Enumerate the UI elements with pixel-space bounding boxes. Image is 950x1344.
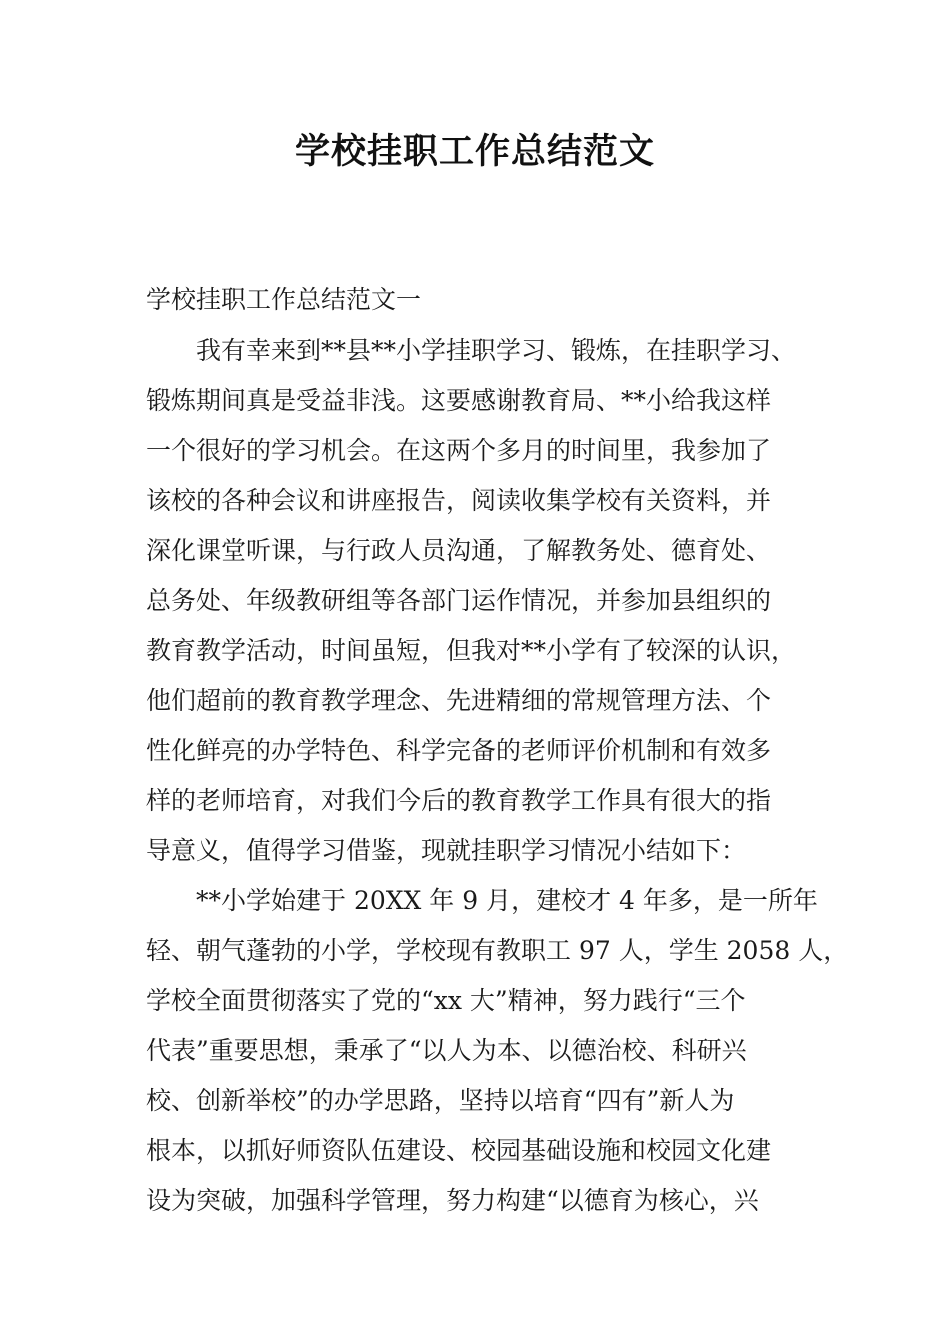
paragraph-line: 性化鲜亮的办学特色、科学完备的老师评价机制和有效多	[146, 736, 772, 765]
paragraph-line: 根本，以抓好师资队伍建设、校园基础设施和校园文化建	[146, 1136, 772, 1165]
paragraph-line: 他们超前的教育教学理念、先进精细的常规管理方法、个	[146, 686, 772, 715]
paragraph-line: 教育教学活动，时间虽短，但我对**小学有了较深的认识，	[146, 636, 797, 665]
paragraph-line: 锻炼期间真是受益非浅。这要感谢教育局、**小给我这样	[146, 386, 772, 415]
paragraph-line: 该校的各种会议和讲座报告，阅读收集学校有关资料，并	[146, 486, 772, 515]
section-heading: 学校挂职工作总结范文一	[146, 285, 422, 314]
paragraph-line: 轻、朝气蓬勃的小学，学校现有教职工 97 人，学生 2058 人，	[146, 936, 849, 965]
paragraph-line: 学校全面贯彻落实了党的“xx 大”精神，努力践行“三个	[146, 986, 746, 1015]
paragraph-line: 一个很好的学习机会。在这两个多月的时间里，我参加了	[146, 436, 772, 465]
paragraph-line: 校、创新举校”的办学思路，坚持以培育“四有”新人为	[146, 1086, 735, 1115]
paragraph-line: 总务处、年级教研组等各部门运作情况，并参加县组织的	[146, 586, 772, 615]
paragraph-line: **小学始建于 20XX 年 9 月，建校才 4 年多，是一所年	[196, 886, 818, 915]
paragraph-line: 我有幸来到**县**小学挂职学习、锻炼，在挂职学习、	[196, 336, 797, 365]
document-title: 学校挂职工作总结范文	[294, 132, 655, 172]
paragraph-line: 代表”重要思想，秉承了“以人为本、以德治校、科研兴	[146, 1036, 747, 1065]
paragraph-line: 样的老师培育，对我们今后的教育教学工作具有很大的指	[146, 786, 772, 815]
paragraph-line: 导意义，值得学习借鉴，现就挂职学习情况小结如下：	[146, 836, 747, 865]
paragraph-line: 设为突破，加强科学管理，努力构建“以德育为核心，兴	[146, 1186, 759, 1215]
paragraph-line: 深化课堂听课，与行政人员沟通，了解教务处、德育处、	[146, 536, 772, 565]
